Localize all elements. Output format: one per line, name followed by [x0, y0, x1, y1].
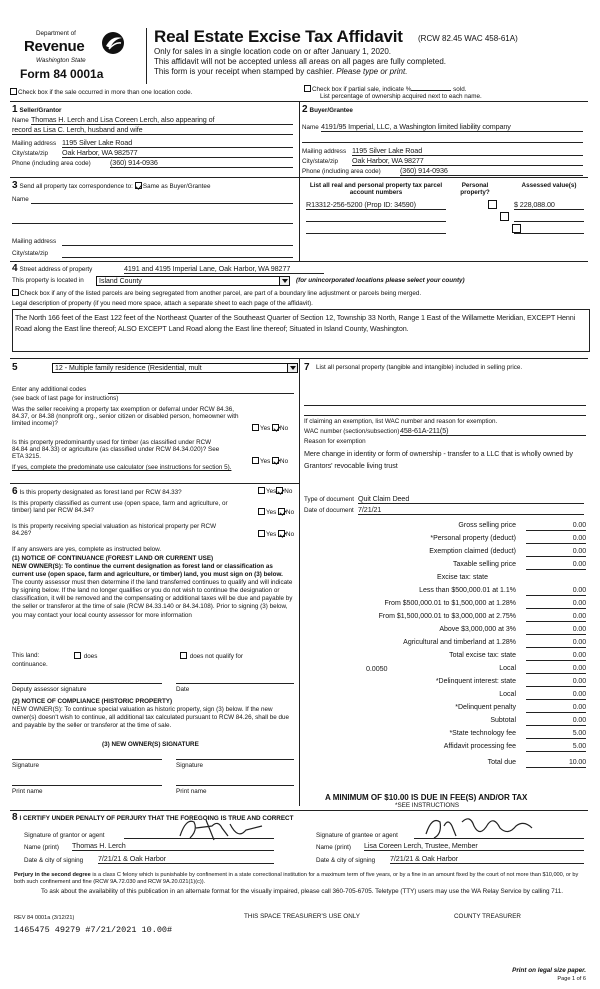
minimum-due-note: A MINIMUM OF $10.00 IS DUE IN FEE(S) AND/OR TAX [325, 793, 528, 802]
dor-logo-block [14, 28, 144, 84]
correspondence-name[interactable] [31, 196, 293, 204]
rev-number: REV 84 0001a (3/12/21) [14, 915, 75, 921]
header-line1: Only for sales in a single location code on or after January 1, 2020. [154, 47, 392, 56]
dept-line1: Department of [36, 30, 76, 37]
buyer-city[interactable]: Oak Harbor, WA 98277 [352, 157, 583, 166]
personal-property-checkbox-2[interactable] [500, 212, 509, 221]
tax-row-bracket4: Above $3,000,000 at 3% 0.00 [439, 626, 586, 633]
land-use-section: 5 12 - Multiple family residence (Residential, mult Enter any additional codes (see back of last page for instructions) Was the seller receiving a property tax exemption or deferral under RCW 84.36, 84.37, or 84.38 (nonprofit org., senior citizen or disabled person, homeowner with limited income)? Yes No Is this property predominantly used for timber (as classified under RCW 84.84 and 84.33) or agriculture (as classified under RCW 84.34.020)? See ETA 3215. Yes No If yes, complete the predominate use calculator (see instructions for section 5). [12, 362, 296, 512]
legal-paper-note: Print on legal size paper. [512, 967, 586, 974]
partial-sale-checkbox[interactable] [304, 85, 311, 92]
form-title: Real Estate Excise Tax Affidavit [154, 27, 403, 46]
more-than-one-location: Check box if the sale occurred in more than one location code. [10, 88, 192, 96]
timber-yes-no: Yes No [252, 457, 288, 465]
tax-row-delinquent-local: Local 0.00 [499, 691, 586, 698]
seller-city[interactable]: Oak Harbor, WA 982577 [62, 149, 293, 158]
same-as-buyer-checkbox[interactable] [135, 182, 142, 189]
header-line2: This affidavit will not be accepted unless all areas on all pages are fully completed. [154, 57, 447, 66]
current-use-yes-checkbox[interactable] [258, 508, 265, 515]
historic-no-checkbox[interactable] [278, 530, 285, 537]
land-use-code-select[interactable]: 12 - Multiple family residence (Residential, mult [52, 363, 298, 373]
tax-calculation-table [304, 522, 586, 784]
perjury-notice: Perjury in the second degree is a class C felony which is punishable by confinement in a state correctional institution for a maximum term of five years, or by a fine in an amount fixed by the court of not more than $10,000, or by both such confinement and fine (RCW 9A.72.030 and RCW 9A.20.021(1)(c)). [14, 872, 579, 885]
current-use-yes-no: Yes No [258, 508, 294, 516]
dept-line3: Washington State [36, 57, 86, 64]
seller-mailing[interactable]: 1195 Silver Lake Road [62, 139, 293, 148]
historic-yes-no: Yes No [258, 530, 294, 538]
forest-section: 6 Is this property designated as forest land per RCW 84.33? Yes No Is this property classified as current use (open space, farm and agriculture, or timber) land per RCW 84.34? Yes No Is this property receiving special valuation as historical property per RCW 84.26? Yes No If any answers are yes, complete as instructed below. (1) NOTICE OF CONTINUANCE (FOREST LAND OR CURRENT USE) NEW OWNER(S): To continue the current designation as forest land or classification as current use (open space, farm and agriculture, or timber) land, you must sign on (3) below. The county assessor must then determine if the land transferred continues to qualify and will indicate by signing below. If the land no longer qualifies or you do not wish to continue the designation or classification, it will be removed and the compensating or additional taxes will be due and payable by the seller or transferor at the time of sale (RCW 84.33.140 or 84.34.108). Prior to signing (3) below, you may contact your local county assessor for more information This land: does does not qualify for continuance. Deputy assessor signature Date (2) NOTICE OF COMPLIANCE (HISTORIC PROPERTY) NEW OWNER(S): To continue special valuation as historic property, sign (3) below. If the new owner(s) doesn't wish to continue, all additional tax calculated pursuant to RCW 84.26, shall be due and payable by the seller or transferor at the time of sale. (3) NEW OWNER(S) SIGNATURE Signature Signature Print name Print name [12, 486, 295, 795]
assessed-value-1[interactable]: $ 228,088.00 [514, 201, 584, 210]
local-rate[interactable]: 0.0050 [366, 664, 388, 673]
buyer-phone[interactable]: (360) 914-0936 [400, 167, 583, 176]
additional-codes-input[interactable] [108, 386, 294, 394]
exemption-yes-checkbox[interactable] [252, 424, 259, 431]
forest-no-checkbox[interactable] [276, 487, 283, 494]
page-number: Page 1 of 6 [557, 976, 586, 982]
treasurer-use: THIS SPACE TREASURER'S USE ONLY [244, 913, 360, 920]
seller-name-line1[interactable]: Thomas H. Lerch and Lisa Coreen Lerch, also appearing of [31, 116, 293, 125]
does-qualify: does [74, 652, 97, 660]
exemption-reason[interactable]: Mere change in identity or form of ownership - transfer to a LLC that is wholly owned by Grantors' revocable living trust [304, 449, 573, 470]
grantor-printed-name[interactable]: Thomas H. Lerch [72, 842, 274, 851]
notice1-body: NEW OWNER(S): To continue the current designation as forest land or classification as current use (open space, farm and agriculture, or timber) land, you must sign on (3) below. The county assessor must then determine if the land transferred continues to qualify and will indicate by signing below. If the land no longer qualifies or you do not wish to continue the designation or classification, it will be removed and the compensating or additional taxes will be due and payable by the seller or transferor at the time of sale (RCW 84.33.140 or 84.34.108). Prior to signing (3) below, you may contact your local county assessor for more information [12, 563, 293, 619]
tax-row-delinquent-interest: *Delinquent interest: state 0.00 [435, 678, 586, 685]
county-select[interactable]: Island County [96, 276, 290, 286]
parcel-table: List all real and personal property tax parcel account numbers Personal property? Assessed value(s) R13312-256-5200 (Prop ID: 34590) $ 228,088.00 [302, 180, 588, 260]
tax-row-agri: Agricultural and timberland at 1.28% 0.00 [403, 639, 586, 646]
historic-yes-checkbox[interactable] [258, 530, 265, 537]
tax-row-bracket3: From $1,500,000.01 to $3,000,000 at 2.75% 0.00 [378, 613, 586, 620]
property-section: 4 Street address of property 4191 and 4195 Imperial Lane, Oak Harbor, WA 98277 This property is located in Island County (for unincorporated locations please select your county) Check box if any of the listed parcels are being segregated from another parcel, are part of a boundary line adjustment or parcels being merged. Legal description of property (if you need more space, attach a separate sheet to each page of the affidavit). The North 166 feet of the East 122 feet of the Northeast Quarter of the Southeast Quarter of Section 12, Township 33 North, Range 1 East of the Willamette Meridian, EXCEPT Henni Road along the East line thereof; ALSO EXCEPT Land Road along the East line thereof; Situated in Island County, Washington. [12, 263, 590, 353]
correspondence-section: 3 Send all property tax correspondence to: Same as Buyer/Grantee Name Mailing address City/state/zip [12, 180, 296, 260]
grantee-printed-name[interactable]: Lisa Coreen Lerch, Trustee, Member [364, 842, 584, 851]
certification-section: 8 I CERTIFY UNDER PENALTY OF PERJURY THAT THE FOREGOING IS TRUE AND CORRECT Signature of grantor or agent Signature of grantee or agent Name (print) Thomas H. Lerch Name (print) Lisa Coreen Lerch, Trustee, Member Date & city of signing 7/21/21 & Oak Harbor Date & city of signing 7/21/21 & Oak Harbor [12, 812, 590, 870]
tax-row-exemption: Exemption claimed (deduct) 0.00 [429, 548, 586, 555]
correspondence-city[interactable] [62, 250, 293, 258]
see-instructions: *SEE INSTRUCTIONS [395, 802, 460, 809]
header-line3: This form is your receipt when stamped by cashier. Please type or print. [154, 67, 408, 76]
does-qualify-checkbox[interactable] [74, 652, 81, 659]
timber-no-checkbox[interactable] [272, 457, 279, 464]
grantee-date-city[interactable]: 7/21/21 & Oak Harbor [390, 855, 584, 864]
forest-yes-checkbox[interactable] [258, 487, 265, 494]
tax-row-processing-fee: Affidavit processing fee 5.00 [443, 743, 586, 750]
exemption-yes-no: Yes No [252, 424, 288, 432]
segregated-row: Check box if any of the listed parcels are being segregated from another parcel, are part of a boundary line adjustment or parcels being merged. [12, 289, 421, 297]
county-treasurer: COUNTY TREASURER [454, 913, 521, 920]
current-use-no-checkbox[interactable] [278, 508, 285, 515]
correspondence-mailing[interactable] [62, 238, 293, 246]
segregated-checkbox[interactable] [12, 289, 19, 296]
seller-section: 1 Seller/Grantor Name Thomas H. Lerch and Lisa Coreen Lerch, also appearing of record as Lisa C. Lerch, husband and wife Mailing address 1195 Silver Lake Road City/state/zip Oak Harbor, WA 982577 Phone (including area code) (360) 914-0936 [12, 104, 296, 164]
chevron-down-icon[interactable] [287, 364, 297, 373]
tax-row-tech-fee: *State technology fee 5.00 [449, 730, 586, 737]
chevron-down-icon[interactable] [279, 277, 289, 286]
partial-sale: Check box if partial sale, indicate % sold. [304, 84, 466, 93]
buyer-mailing[interactable]: 1195 Silver Lake Road [352, 147, 583, 156]
tax-row-total-due: Total due 10.00 [487, 759, 586, 766]
street-address[interactable]: 4191 and 4195 Imperial Lane, Oak Harbor, WA 98277 [124, 265, 324, 274]
forest-yes-no: Yes No [258, 487, 292, 495]
wac-number[interactable]: 458-61A-211(5) [400, 427, 586, 436]
does-not-qualify-checkbox[interactable] [180, 652, 187, 659]
seller-name-line2[interactable]: record as Lisa C. Lerch, husband and wife [12, 126, 293, 135]
alt-format-notice: To ask about the availability of this publication in an alternate format for the visually impaired, please call 360-705-6705. Teletype (TTY) users may use the WA Relay Service by calling 711. [40, 888, 564, 895]
timber-yes-checkbox[interactable] [252, 457, 259, 464]
tax-row-state-header: Excise tax: state [437, 574, 488, 581]
more-than-one-location-checkbox[interactable] [10, 88, 17, 95]
tax-row-personal: *Personal property (deduct) 0.00 [430, 535, 586, 542]
cashier-stamp: 1465475 49279 #7/21/2021 10.00# [14, 925, 173, 935]
buyer-section: 2 Buyer/Grantee Name 4191/95 Imperial, LLC, a Washington limited liability company Mailing address 1195 Silver Lake Road City/state/zip Oak Harbor, WA 98277 Phone (including area code) (360) 914-0936 [302, 104, 588, 164]
form-rcw: (RCW 82.45 WAC 458-61A) [418, 34, 518, 43]
personal-property-checkbox-1[interactable] [488, 200, 497, 209]
tax-row-gross: Gross selling price 0.00 [458, 522, 586, 529]
buyer-name[interactable]: 4191/95 Imperial, LLC, a Washington limited liability company [321, 123, 583, 132]
grantor-signature-icon [172, 816, 282, 842]
tax-row-total-state: Total excise tax: state 0.00 [449, 652, 586, 659]
tax-row-bracket1: Less than $500,000.01 at 1.1% 0.00 [419, 587, 586, 594]
revenue-logo-icon [100, 31, 126, 55]
dept-line2: Revenue [24, 38, 85, 55]
tax-row-delinquent-penalty: *Delinquent penalty 0.00 [455, 704, 586, 711]
exemption-no-checkbox[interactable] [272, 424, 279, 431]
form-number: Form 84 0001a [20, 67, 104, 81]
parcel-number-1[interactable]: R13312-256-5200 (Prop ID: 34590) [306, 201, 446, 210]
document-date[interactable]: 7/21/21 [358, 506, 584, 515]
tax-row-subtotal: Subtotal 0.00 [490, 717, 586, 724]
legal-description[interactable]: The North 166 feet of the East 122 feet of the Northeast Quarter of the Southeast Quarter of Section 12, Township 33 North, Range 1 East of the Willamette Meridian, EXCEPT Henni Road along the East line thereof; ALSO EXCEPT Land Road along the East line thereof; Situated in Island County, Washington. [12, 309, 590, 352]
tax-row-taxable: Taxable selling price 0.00 [452, 561, 586, 568]
tax-row-bracket2: From $500,000.01 to $1,500,000 at 1.28% 0.00 [384, 600, 586, 607]
grantee-signature-icon [422, 812, 542, 842]
doc-info: Type of document Quit Claim Deed Date of document 7/21/21 [304, 495, 588, 519]
section7: 7 List all personal property (tangible and intangible) included in selling price. If claiming an exemption, list WAC number and reason for exemption. WAC number (section/subsection) 458-61A-211(5) Reason for exemption Mere change in identity or form of ownership - transfer to a LLC that is wholly owned by Grantors' revocable living trust [304, 362, 588, 482]
document-type[interactable]: Quit Claim Deed [358, 495, 584, 504]
tax-row-local: 0.0050 Local 0.00 [366, 664, 586, 673]
seller-phone[interactable]: (360) 914-0936 [110, 159, 293, 168]
does-not-qualify: does not qualify for [180, 652, 243, 660]
grantor-date-city[interactable]: 7/21/21 & Oak Harbor [98, 855, 274, 864]
percent-note: List percentage of ownership acquired next to each name. [320, 93, 482, 100]
